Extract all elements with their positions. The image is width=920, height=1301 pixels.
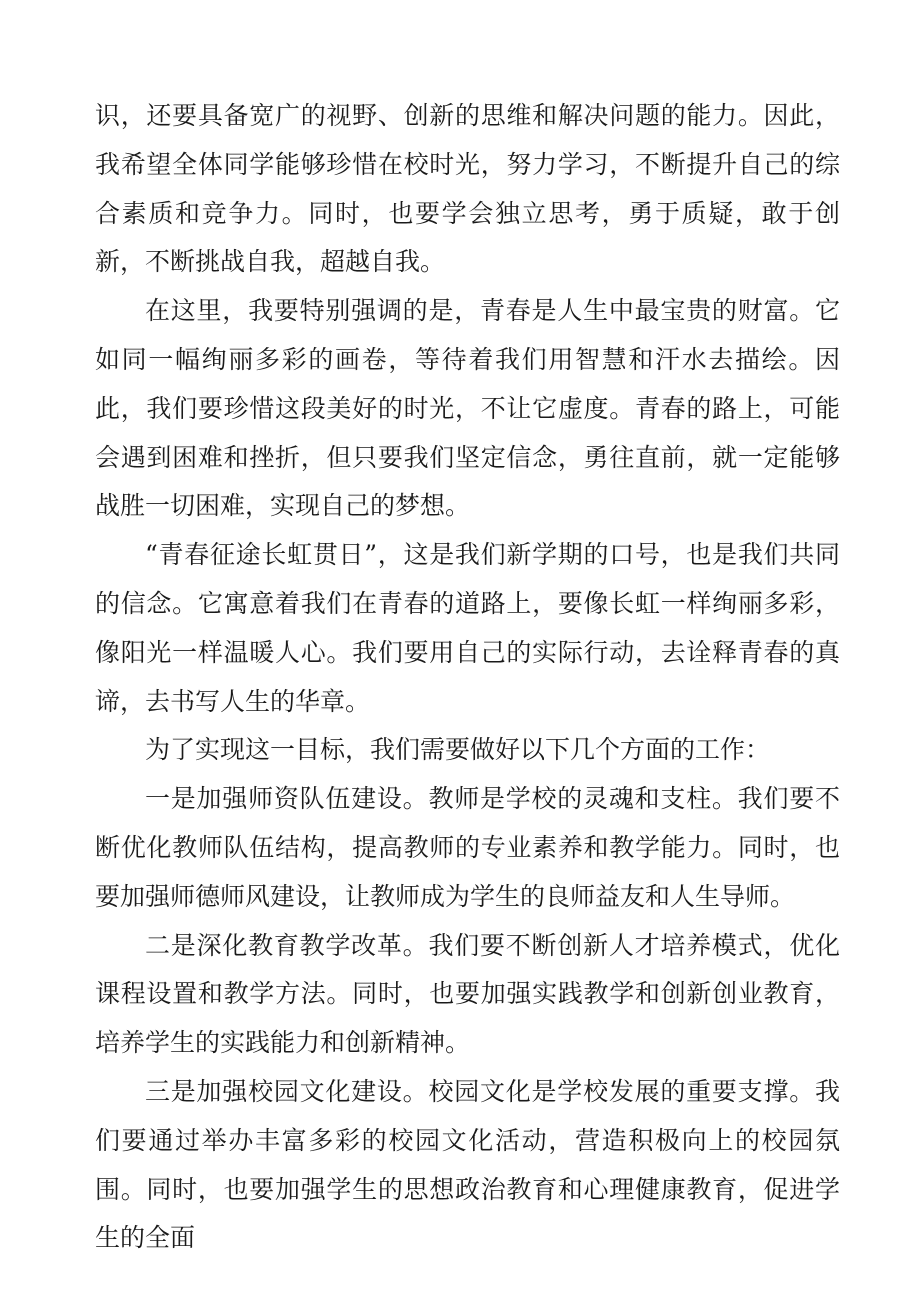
paragraph-youth-treasure: 在这里，我要特别强调的是，青春是人生中最宝贵的财富。它如同一幅绚丽多彩的画卷，等待着我们用智慧和汗水去描绘。因此，我们要珍惜这段美好的时光，不让它虚度。青春的路上，可能会遇到困难和挫折，但只要我们坚定信念，勇往直前，就一定能够战胜一切困难，实现自己的梦想。 [95,296,840,521]
paragraph-goals-intro: 为了实现这一目标，我们需要做好以下几个方面的工作： [145,735,771,765]
paragraph-campus-culture: 三是加强校园文化建设。校园文化是学校发展的重要支撑。我们要通过举办丰富多彩的校园文化活动，营造积极向上的校园氛围。同时，也要加强学生的思想政治教育和心理健康教育，促进学生的全面 [95,1076,840,1253]
paragraph-teacher-team: 一是加强师资队伍建设。教师是学校的灵魂和支柱。我们要不断优化教师队伍结构，提高教师的专业素养和教学能力。同时，也要加强师德师风建设，让教师成为学生的良师益友和人生导师。 [95,784,840,911]
paragraph-education-reform: 二是深化教育教学改革。我们要不断创新人才培养模式，优化课程设置和教学方法。同时，也要加强实践教学和创新创业教育，培养学生的实践能力和创新精神。 [95,930,840,1058]
paragraph-slogan: “青春征途长虹贯日”，这是我们新学期的口号，也是我们共同的信念。它寓意着我们在青春的道路上，要像长虹一样绚丽多彩，像阳光一样温暖人心。我们要用自己的实际行动，去诠释青春的真谛，去书写人生的华章。 [95,540,840,716]
document-body [95,92,840,1263]
paragraph-continuation: 识，还要具备宽广的视野、创新的思维和解决问题的能力。因此，我希望全体同学能够珍惜在校时光，努力学习，不断提升自己的综合素质和竞争力。同时，也要学会独立思考，勇于质疑，敢于创新，不断挑战自我，超越自我。 [95,101,840,277]
